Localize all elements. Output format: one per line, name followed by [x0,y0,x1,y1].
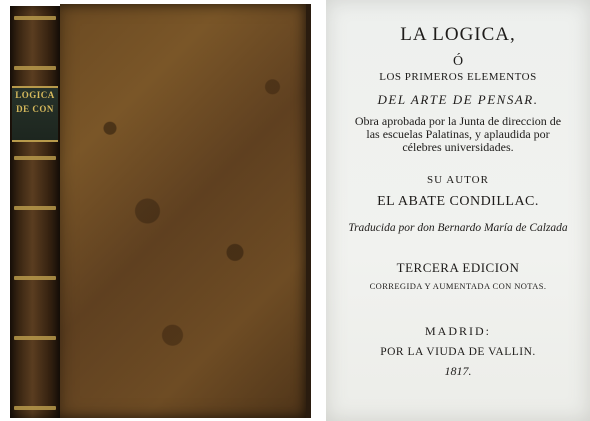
publisher: POR LA VIUDA DE VALLIN. [380,346,536,358]
title-page-photo [326,0,590,421]
title-conjunction: Ó [452,54,464,69]
book-subtitle-2: DEL ARTE DE PENSAR. [377,92,539,107]
publication-city: MADRID: [424,324,491,338]
spine-band [14,66,56,70]
book-subtitle: LOS PRIMEROS ELEMENTOS [379,71,537,83]
author-label: SU AUTOR [427,174,489,186]
edition: TERCERA EDICION [396,260,520,275]
cover-edge [306,4,311,418]
spine-band [14,156,56,160]
book-spine [10,6,60,418]
leather-cover [60,4,310,418]
approval-note: Obra aprobada por la Junta de direccion de las escuelas Palatinas, y aplaudida por célebres universidades. [354,114,562,154]
spine-band [14,406,56,410]
spine-band [14,206,56,210]
edition-note: CORREGIDA Y AUMENTADA CON NOTAS. [369,281,547,291]
author-name: EL ABATE CONDILLAC. [377,194,539,209]
spine-band [14,276,56,280]
spine-title-label [12,86,58,142]
publication-year: 1817. [444,364,472,378]
book-title: LA LOGICA, [400,24,516,45]
spine-label-line-2: DE CON [16,104,54,114]
spine-label-line-1: LOGICA [15,90,55,100]
spine-band [14,16,56,20]
translator-credit: Traducida por don Bernardo María de Calzada [348,222,568,234]
spine-band [14,336,56,340]
